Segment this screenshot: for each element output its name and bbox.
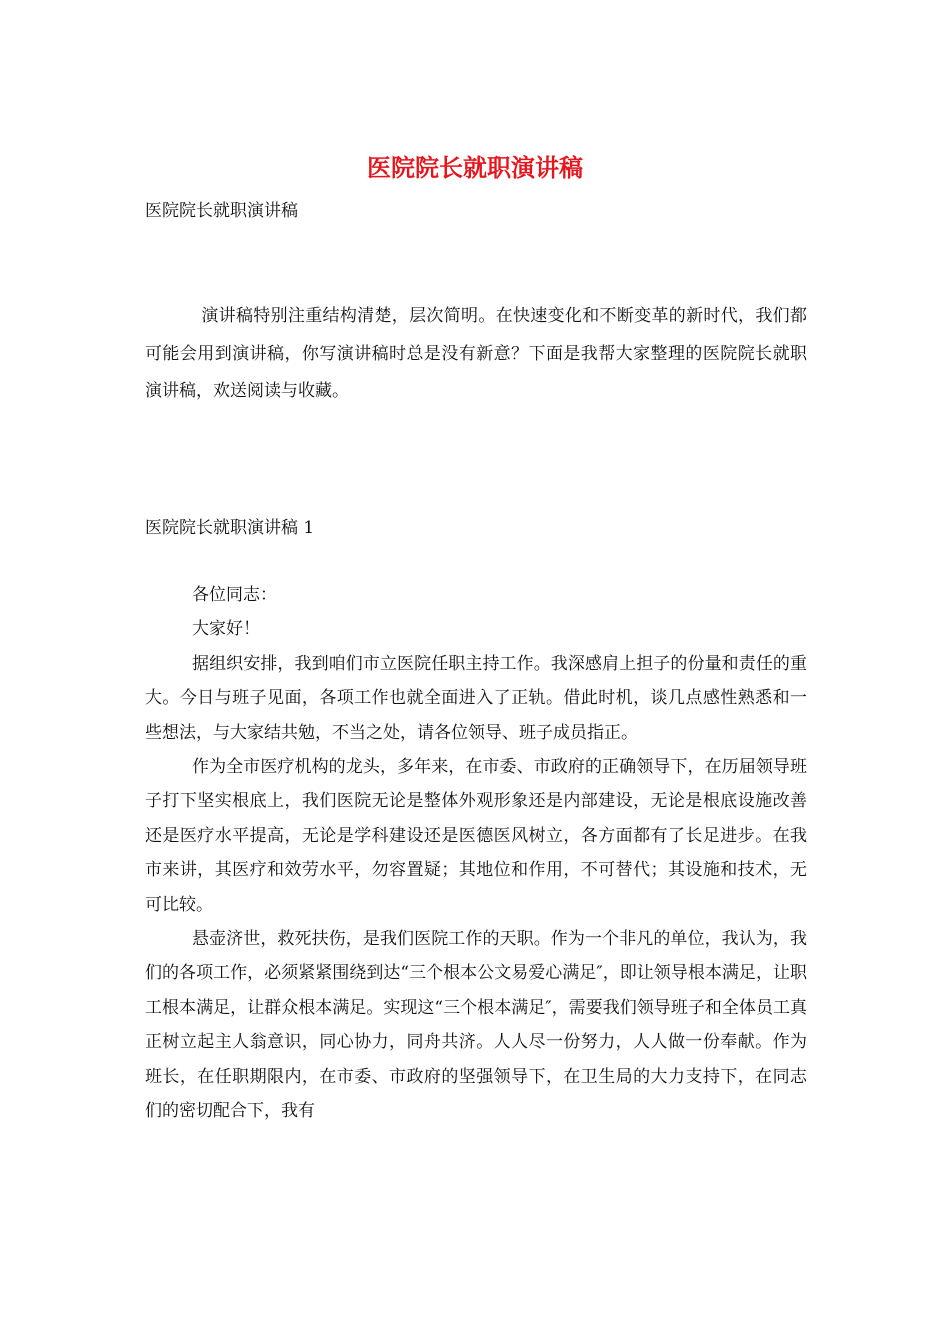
speech-body <box>145 578 807 1129</box>
body-paragraph: 悬壶济世，救死扶伤，是我们医院工作的天职。作为一个非凡的单位，我认为，我们的各项工作，必须紧紧围绕到达“三个根本公文易爱心满足″，即让领导根本满足，让职工根本满足，让群众根本满足。实现这“三个根本满足″，需要我们领导班子和全体员工真正树立起主人翁意识，同心协力，同舟共济。人人尽一份努力，人人做一份奉献。作为班长，在任职期限内，在市委、市政府的坚强领导下，在卫生局的大力支持下，在同志们的密切配合下，我有 <box>145 929 807 1122</box>
section-heading: 医院院长就职演讲稿 1 <box>145 518 315 538</box>
document-subtitle: 医院院长就职演讲稿 <box>145 201 298 221</box>
intro-text: 演讲稿特别注重结构清楚，层次简明。在快速变化和不断变革的新时代，我们都可能会用到演讲稿，你写演讲稿时总是没有新意？下面是我帮大家整理的医院院长就职演讲稿，欢送阅读与收藏。 <box>145 306 807 401</box>
body-paragraph: 据组织安排，我到咱们市立医院任职主持工作。我深感肩上担子的份量和责任的重大。今日与班子见面，各项工作也就全面进入了正轨。借此时机，谈几点感性熟悉和一些想法，与大家结共勉，不当之处，请各位领导、班子成员指正。 <box>145 653 807 743</box>
salutation: 各位同志： <box>192 585 277 605</box>
greeting: 大家好！ <box>192 619 260 640</box>
body-paragraph: 作为全市医疗机构的龙头，多年来，在市委、市政府的正确领导下，在历届领导班子打下坚实根底上，我们医院无论是整体外观形象还是内部建设，无论是根底设施改善还是医疗水平提高，无论是学科建设还是医德医风树立，各方面都有了长足进步。在我市来讲，其医疗和效劳水平，勿容置疑；其地位和作用，不可替代；其设施和技术，无可比较。 <box>145 757 807 915</box>
intro-paragraph <box>145 298 807 411</box>
document-title: 医院院长就职演讲稿 <box>367 153 583 182</box>
